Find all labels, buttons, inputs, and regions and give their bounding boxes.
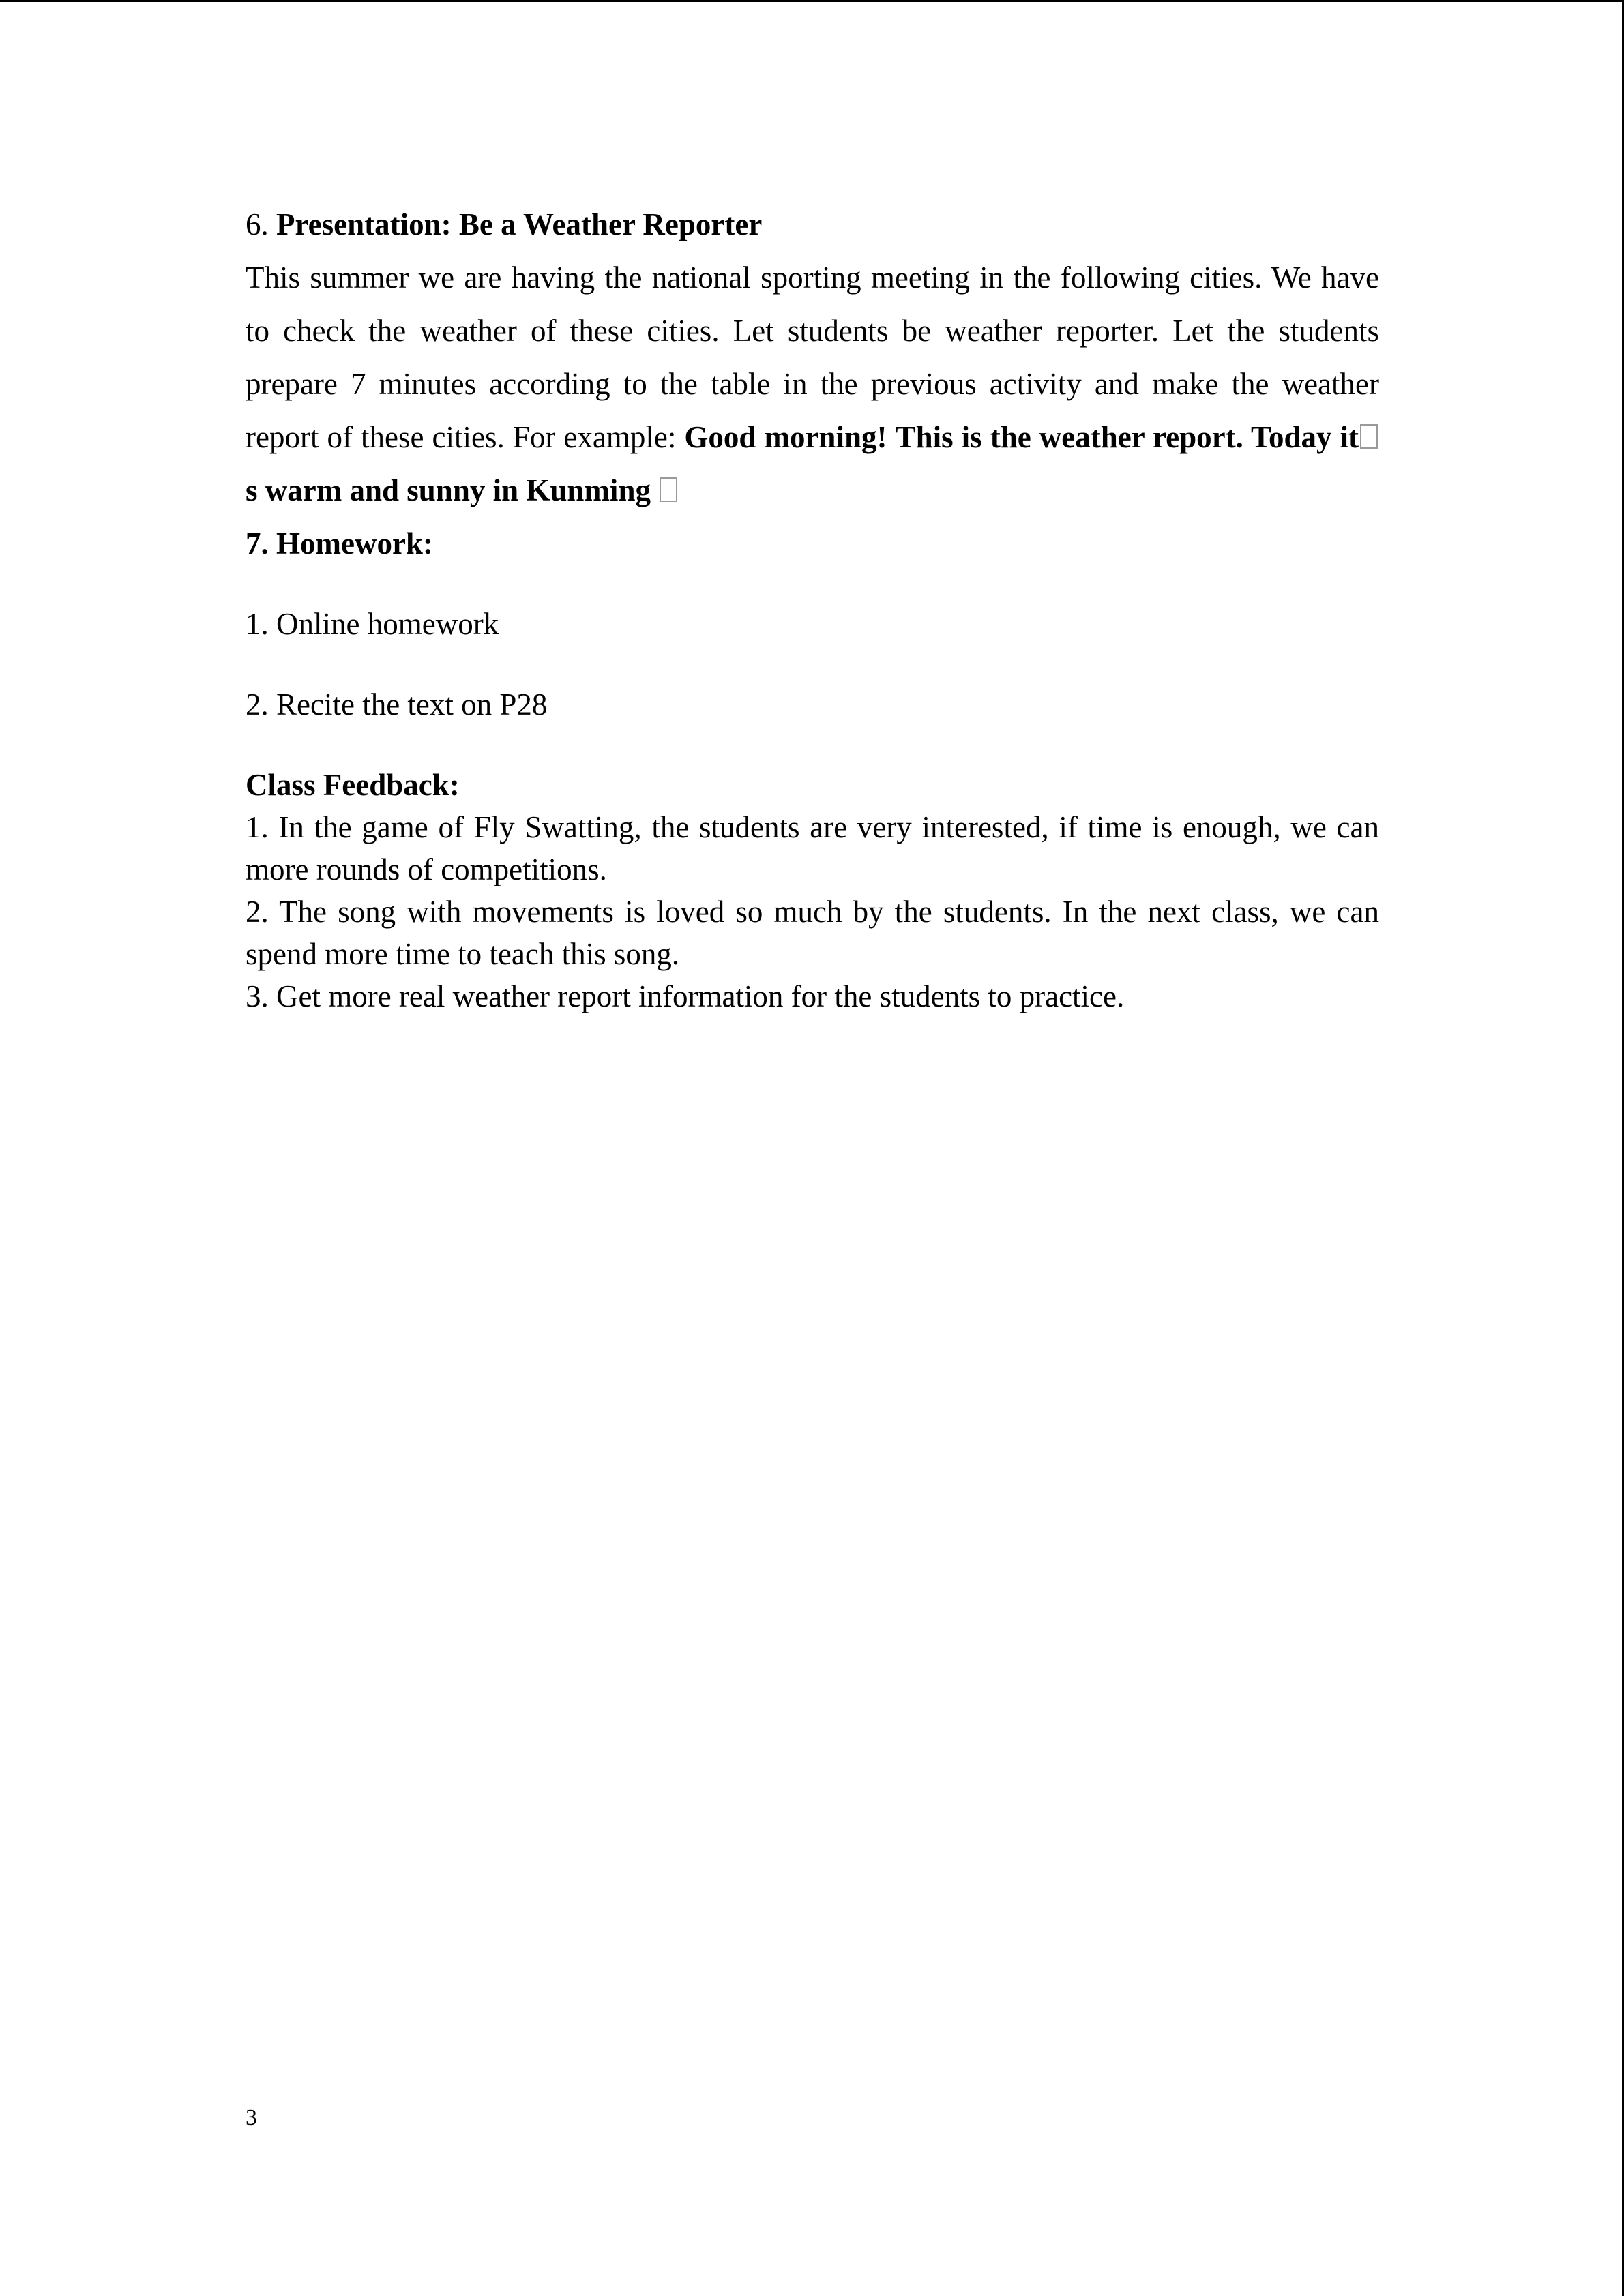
feedback-item-3: 3. Get more real weather report information for the students to practice. xyxy=(246,979,1125,1013)
feedback-heading: Class Feedback: xyxy=(246,768,460,802)
section-6-body-text: This summer we are having the national sporting meeting in the following cities. We have to check the weather of these cities. Let students be weather reporter. Let the students prepare 7 minutes according to the table in the previous activity and make the weather report of these cities. For example: xyxy=(246,260,1379,454)
section-6-number: 6. xyxy=(246,207,269,241)
page-number: 3 xyxy=(246,2105,257,2130)
missing-glyph-icon xyxy=(1360,424,1378,449)
example-greeting: Good morning xyxy=(684,420,877,454)
feedback-item-2: 2. The song with movements is loved so much by the students. In the next class, we can spend more time to teach this song. xyxy=(246,895,1379,971)
feedback-item-1: 1. In the game of Fly Swatting, the students are very interested, if time is enough, we can more rounds of competitions. xyxy=(246,810,1379,886)
missing-glyph-icon xyxy=(660,477,677,502)
section-7-heading: 7. Homework: xyxy=(246,526,433,561)
section-6-heading xyxy=(246,198,1379,251)
homework-item-1: 1. Online homework xyxy=(246,607,499,641)
document-page xyxy=(246,198,1379,1017)
section-6-title: Presentation: Be a Weather Reporter xyxy=(276,207,763,241)
example-report-end: s warm and sunny in Kunming xyxy=(246,473,651,507)
page-top-border xyxy=(0,0,1624,2)
homework-item-2: 2. Recite the text on P28 xyxy=(246,687,548,721)
example-exclamation: ! xyxy=(876,420,887,454)
example-report-start: This is the weather report. Today it xyxy=(895,420,1359,454)
section-6-body xyxy=(246,251,1379,517)
